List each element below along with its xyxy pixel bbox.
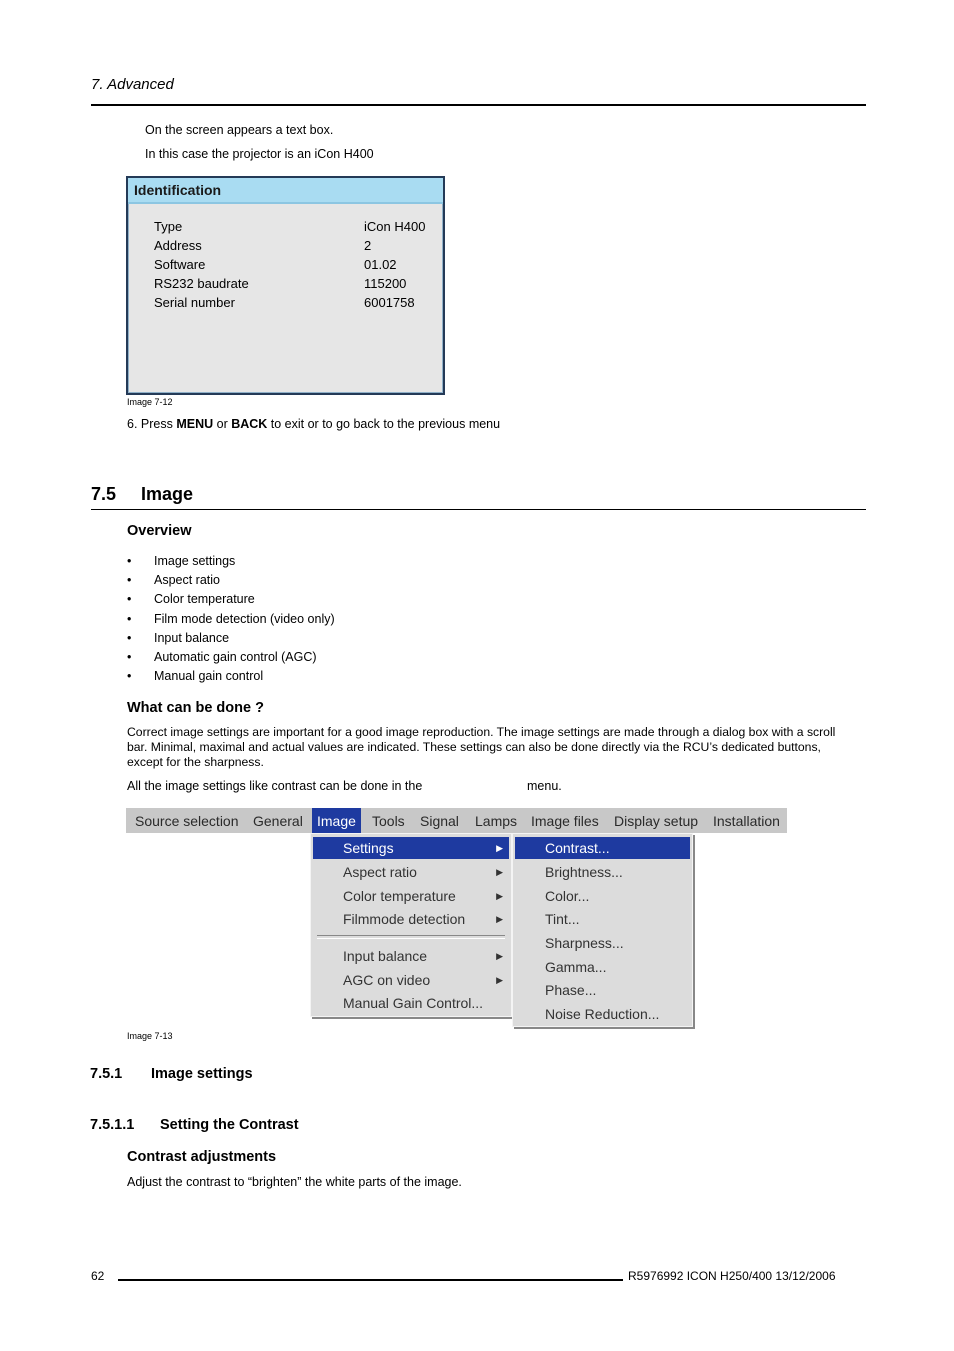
submenu-item-color[interactable]: Color... [545,888,590,904]
list-item: • Color temperature [127,592,335,611]
submenu-item-manual-gain-control[interactable] [313,992,509,1014]
subsection-title: Image settings [151,1066,253,1082]
submenu-label: AGC on video [343,972,431,988]
chevron-right-icon: ▶ [496,914,503,924]
submenu-item-filmmode-detection[interactable] [313,908,509,930]
submenu-item-color-temperature[interactable] [313,885,509,907]
list-item: • Image settings [127,554,335,573]
settings-submenu [512,833,693,1027]
what-can-line-2: bar. Minimal, maximal and actual values are indicated. These settings can also be done directly via the RCU’s dedicated buttons, [127,740,821,754]
footer-doc-info: R5976992 ICON H250/400 13/12/2006 [628,1269,836,1283]
identification-title: Identification [128,178,443,204]
id-row [154,219,434,238]
what-can-line-4b: menu. [527,779,562,793]
subsubsection-heading [90,1117,299,1133]
menu-separator [317,935,505,939]
overview-heading: Overview [127,523,192,539]
chevron-right-icon: ▶ [496,891,503,901]
header-rule [91,104,866,106]
footer-rule [118,1279,623,1281]
menu-tools[interactable]: Tools [372,813,405,829]
back-key: BACK [231,417,268,431]
what-can-heading: What can be done ? [127,700,264,716]
submenu-item-input-balance[interactable] [313,945,509,967]
id-label: RS232 baudrate [154,276,249,291]
id-label: Serial number [154,295,235,310]
submenu-label: Aspect ratio [343,864,417,880]
intro-line-2: In this case the projector is an iCon H400 [145,147,374,161]
submenu-item-agc-on-video[interactable] [313,969,509,991]
id-value: iCon H400 [364,219,426,234]
list-item: • Automatic gain control (AGC) [127,650,335,669]
menu-source-selection[interactable]: Source selection [135,813,239,829]
submenu-item-noise-reduction[interactable]: Noise Reduction... [545,1006,660,1022]
contrast-heading: Contrast adjustments [127,1149,277,1165]
id-value: 115200 [364,276,407,291]
chevron-right-icon: ▶ [496,867,503,877]
id-row [154,276,434,295]
id-value: 2 [364,238,372,253]
image-caption: Image 7-12 [127,397,173,407]
page-number: 62 [91,1269,105,1283]
list-item: • Aspect ratio [127,573,335,592]
id-value: 6001758 [364,295,415,310]
section-rule [91,509,866,510]
menu-bar [126,808,787,833]
step-6 [127,417,500,432]
section-heading [91,484,193,505]
what-can-line-1: Correct image settings are important for a good image reproduction. The image settings are made through a dialog box with a scroll [127,725,836,739]
id-row [154,295,434,314]
chapter-header: 7. Advanced [91,76,174,93]
list-item: • Film mode detection (video only) [127,612,335,631]
submenu-item-brightness[interactable]: Brightness... [545,864,623,880]
submenu-label: Input balance [343,948,428,964]
id-row [154,238,434,257]
submenu-label: Color temperature [343,888,456,904]
id-label: Address [154,238,202,253]
menu-installation[interactable]: Installation [713,813,780,829]
chevron-right-icon: ▶ [496,951,503,961]
menu-lamps[interactable]: Lamps [475,813,518,829]
subsubsection-title: Setting the Contrast [160,1117,299,1133]
id-label: Type [154,219,183,234]
image-caption: Image 7-13 [127,1031,173,1041]
what-can-line-3: except for the sharpness. [127,755,264,769]
id-label: Software [154,257,206,272]
menu-display-setup[interactable]: Display setup [614,813,699,829]
contrast-text: Adjust the contrast to “brighten” the white parts of the image. [127,1175,462,1189]
submenu-item-tint[interactable]: Tint... [545,911,580,927]
chevron-right-icon: ▶ [496,843,503,853]
section-title: Image [141,484,194,504]
section-number: 7.5 [91,484,117,504]
submenu-item-sharpness[interactable]: Sharpness... [545,935,624,951]
subsubsection-number: 7.5.1.1 [90,1117,135,1133]
submenu-item-settings[interactable] [313,837,509,859]
chevron-right-icon: ▶ [496,975,503,985]
submenu-item-phase[interactable]: Phase... [545,982,597,998]
menu-signal[interactable]: Signal [420,813,459,829]
menu-image-files[interactable]: Image files [531,813,599,829]
submenu-item-aspect-ratio[interactable] [313,861,509,883]
overview-list [127,554,335,688]
menu-image[interactable]: Image [312,808,361,833]
step-6-suffix: to exit or to go back to the previous menu [267,417,501,431]
step-6-prefix: 6. Press [127,417,177,431]
submenu-item-gamma[interactable]: Gamma... [545,959,607,975]
list-item: • Input balance [127,631,335,650]
submenu-label: Filmmode detection [343,911,466,927]
menu-general[interactable]: General [253,813,303,829]
what-can-line-4a: All the image settings like contrast can be done in the [127,779,423,793]
image-submenu [310,833,512,1017]
subsection-heading [90,1066,253,1082]
submenu-item-contrast[interactable]: Contrast... [515,837,690,859]
id-value: 01.02 [364,257,397,272]
step-6-or: or [213,417,232,431]
list-item: • Manual gain control [127,669,335,688]
id-row [154,257,434,276]
submenu-label: Settings [343,840,394,856]
submenu-label: Manual Gain Control... [343,995,484,1011]
intro-line-1: On the screen appears a text box. [145,123,334,137]
subsection-number: 7.5.1 [90,1066,123,1082]
identification-box [126,176,445,395]
menu-key: MENU [176,417,214,431]
